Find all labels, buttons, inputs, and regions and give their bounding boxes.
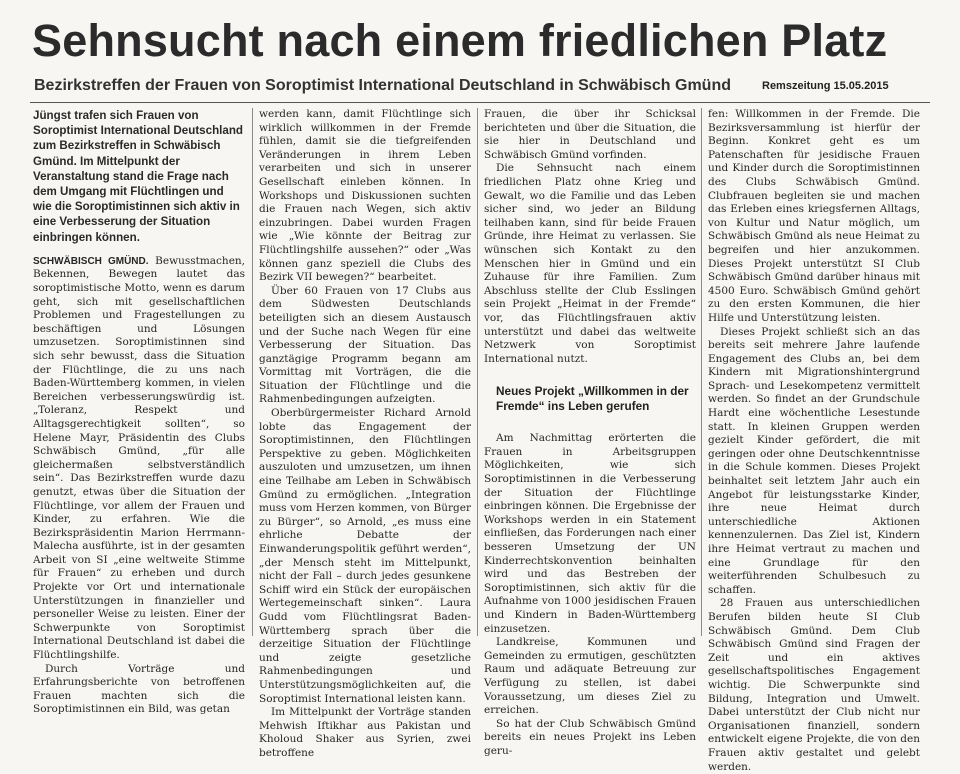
body-paragraph: Frauen, die über ihr Schicksal berichteten und über die Situation, die sie hier in Deutschland und Schwäbisch Gmünd vorfinden. [484, 108, 696, 161]
body-paragraph: Dieses Projekt schließt sich an das bereits seit mehrere Jahre laufende Engagement des Clubs an, bei dem Kindern mit Migrationshintergrund Sprach- und Lesekompetenz vermittelt werden. So findet an der Grundschule Hardt eine wöchentliche Lesestunde statt. In kleinen Gruppen werden gezielt Kinder gefördert, die mit geringen oder ohne Deutschkenntnisse in die Schule kommen. Dieses Projekt beinhaltet seit letztem Jahr auch ein Angebot für leistungsstarke Kinder, ihre neue Heimat durch unterschiedliche Aktionen kennenzulernen. Das Ziel ist, Kindern ihre Heimat vertraut zu machen und eine Grundlage für den weiterführenden Schulbesuch zu schaffen. [708, 325, 920, 596]
body-paragraph: Landkreise, Kommunen und Gemeinden zu ermutigen, geschützten Raum und adäquate Betreuung zur Verfügung zu stellen, ist dabei Voraussetzung, um dieses Ziel zu erreichen. [484, 636, 696, 717]
body-paragraph: Die Sehnsucht nach einem friedlichen Platz ohne Krieg und Gewalt, wo die Familie und das Leben sicher sind, wo jeder an Bildung teilhaben kann, sind für beide Frauen Gründe, ihre Heimat zu verlassen. Sie wünschen sich Kontakt zu den Menschen hier in Gmünd und ein Zuhause für ihre Familien. Zum Abschluss stellte der Club Esslingen sein Projekt „Heimat in der Fremde“ vor, das Flüchtlingsfrauen aktiv unterstützt und dabei das weltweite Netzwerk von Soroptimist International nutzt. [484, 162, 696, 365]
column-divider [477, 108, 478, 636]
column-4 [708, 108, 920, 773]
body-text: Bewusstmachen, Bekennen, Bewegen lautet das soroptimistische Motto, wenn es darum geht, sich mit gesellschaftlichen Problemen und Fragestellungen zu beschäftigen und Lösungen umzusetzen. Soroptimistinnen sind sich sehr bewusst, dass die Situation der Flüchtlinge, die zu uns nach Baden-Württemberg kommen, in vielen Bereichen verbesserungswürdig ist. „Toleranz, Respekt und Alltagsgerechtigkeit sollten“, so Helene Mayr, Präsidentin des Clubs Schwäbisch Gmünd, „für alle gleichermaßen selbstverständlich sein“. Das Bezirkstreffen wurde dazu genutzt, etwas über die Situation der Flüchtlinge, vor allem der Frauen und Kinder, zu erfahren. Wie die Bezirkspräsidentin Marion Herrmann-Malecha ausführte, ist in der gesamten Arbeit von SI „eine weltweite Stimme für Frauen“ zu erheben und durch Projekte vor Ort und internationale Unterstützungen in finanzieller und personeller Weise zu leisten. Einer der Schwerpunkte von Soroptimist International Deutschland ist dabei die Flüchtlingshilfe. [33, 254, 246, 662]
crosshead: Neues Projekt „Willkommen in der Fremde“ ins Leben gerufen [496, 384, 689, 414]
dateline: SCHWÄBISCH GMÜND. [33, 255, 149, 267]
article-subtitle: Bezirkstreffen der Frauen von Soroptimist International Deutschland in Schwäbisch Gmünd [34, 77, 731, 94]
body-paragraph: 28 Frauen aus unterschiedlichen Berufen bilden heute SI Club Schwäbisch Gmünd. Dem Club Schwäbisch Gmünd sind Fragen der Zeit und ein aktives gesellschaftspolitisches Engagement wichtig. Die Schwerpunkte sind Bildung, Integration und Umwelt. Dabei unterstützt der Club nicht nur Organisationen finanziell, sondern entwickelt eigene Projekte, die von den Frauen aktiv gestaltet und gelebt werden. [708, 597, 920, 773]
body-paragraph: Oberbürgermeister Richard Arnold lobte das Engagement der Soroptimistinnen, den Flüchtlingen Perspektive zu geben. Möglichkeiten auszuloten und umzusetzen, um ihnen eine Teilhabe am Leben in Schwäbisch Gmünd zu ermöglichen. „Integration muss vom Herzen kommen, von Bürger zu Bürger“, so Arnold, „es muss eine ehrliche Debatte der Einwanderungspolitik geführt werden“, „der Mensch steht im Mittelpunkt, nicht der Fall – durch jedes gesunkene Schiff wird ein Stück der europäischen Wertegemeinschaft sinken“. Laura Gudd vom Flüchtlingsrat Baden-Württemberg sprach über die derzeitige Situation der Flüchtlinge und zeigte gesetzliche Rahmenbedingungen und Unterstützungsmöglichkeiten auf, die Soroptimist International leisten kann. [259, 407, 471, 705]
body-paragraph: Am Nachmittag erörterten die Frauen in Arbeitsgruppen Möglichkeiten, wie sich Soroptimistinnen in die Verbesserung der Situation der Flüchtlinge einbringen können. Die Ergebnisse der Workshops werden in ein Statement einfließen, das Forderungen nach einer besseren Umsetzung der UN Kinderrechtskonvention beinhalten wird und das Bestreben der Soroptimistinnen, sich aktiv für die Aufnahme von 1000 jesidischen Frauen und Kindern in Baden-Württemberg einzusetzen. [484, 432, 696, 635]
column-divider [701, 108, 702, 636]
column-1 [33, 108, 246, 716]
article-headline: Sehnsucht nach einem friedlichen Platz [32, 15, 888, 66]
body-paragraph [33, 255, 245, 663]
header-rule [30, 102, 930, 103]
body-paragraph: Über 60 Frauen von 17 Clubs aus dem Südwesten Deutschlands beteiligten sich an diesem Austausch und der Suche nach Wegen für eine Verbesserung der Situation. Das ganztägige Programm begann am Vormittag mit Vorträgen, die die Situation der Flüchtlinge und die Rahmenbedingungen aufzeigten. [259, 284, 471, 406]
body-paragraph: So hat der Club Schwäbisch Gmünd bereits ein neues Projekt ins Leben geru- [484, 717, 696, 757]
column-divider [252, 108, 253, 636]
source-date: Remszeitung 15.05.2015 [762, 80, 889, 92]
body-paragraph: werden kann, damit Flüchtlinge sich wirklich willkommen in der Fremde fühlen, damit sie die tiefgreifenden Veränderungen in ihrem Leben verarbeiten und sich in unserer Gesellschaft einleben können. In Workshops und Diskussionen suchten die Frauen nach Wegen, sich aktiv einzubringen. Dabei wurden Fragen wie „Wie könnte der Beitrag zur Flüchtlingshilfe aussehen?“ oder „Was können ganz speziell die Clubs des Bezirk VII bewegen?“ bearbeitet. [259, 108, 471, 284]
body-paragraph: Durch Vorträge und Erfahrungsberichte von betroffenen Frauen machten sich die Soroptimistinnen ein Bild, was getan [33, 662, 245, 716]
body-paragraph: fen: Willkommen in der Fremde. Die Bezirksversammlung ist hierfür der Beginn. Konkret geht es um Patenschaften für jesidische Frauen und Kinder durch die Soroptimistinnen des Clubs Schwäbisch Gmünd. Clubfrauen begleiten sie und machen das Erleben eines kriegsfernen Alltags, von Kultur und Natur möglich, um Schwäbisch Gmünd als neue Heimat zu begreifen und hier anzukommen. Dieses Projekt unterstützt SI Club Schwäbisch Gmünd darüber hinaus mit 4500 Euro. Schwäbisch Gmünd gehört zu den ersten Kommunen, die hier Hilfe und Unterstützung leisten. [708, 108, 920, 324]
lead-paragraph: Jüngst trafen sich Frauen von Soroptimist International Deutschland zum Bezirkstreffen in Schwäbisch Gmünd. Im Mittelpunkt der Veranstaltung stand die Frage nach dem Umgang mit Flüchtlingen und wie die Soroptimistinnen sich aktiv in eine Verbesserung der Situation einbringen können. [33, 109, 243, 244]
column-3 [484, 108, 696, 757]
body-paragraph: Im Mittelpunkt der Vorträge standen Mehwish Iftikhar aus Pakistan und Kholoud Shaker aus Syrien, zwei betroffene [259, 706, 471, 759]
column-2 [259, 108, 471, 759]
